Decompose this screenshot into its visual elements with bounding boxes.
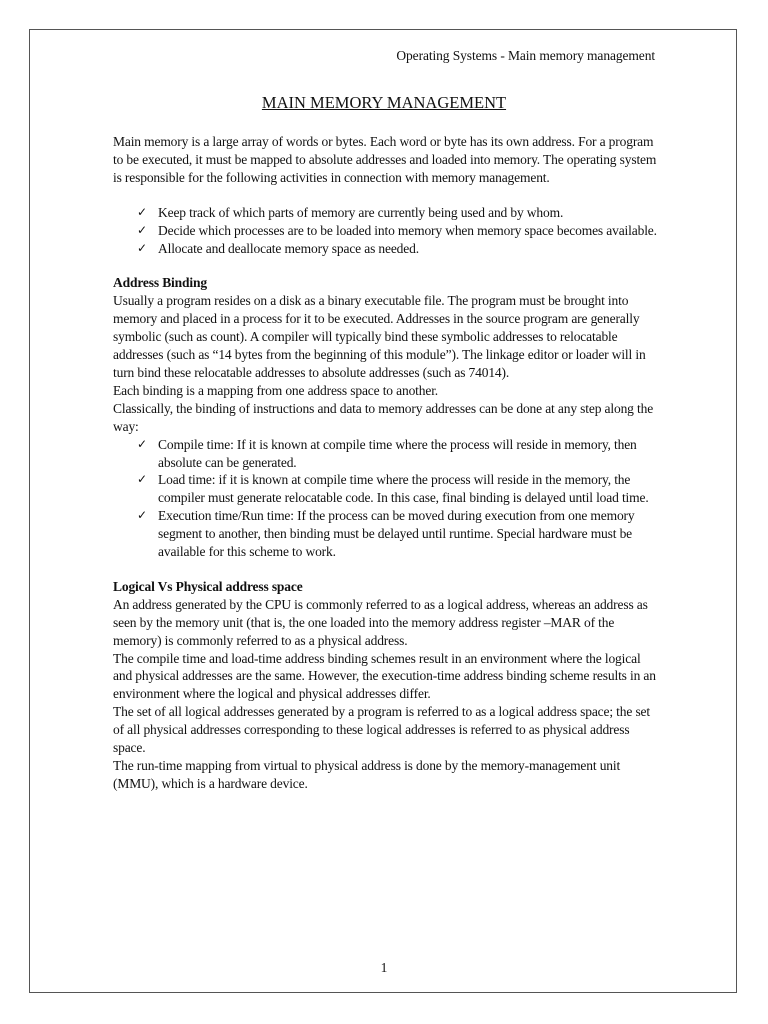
section-heading-logical-physical: Logical Vs Physical address space bbox=[113, 578, 303, 594]
address-binding-paragraph: Classically, the binding of instructions and data to memory addresses can be done at any step along the way: bbox=[113, 400, 654, 434]
section-heading-address-binding: Address Binding bbox=[113, 275, 207, 291]
list-item: ✓ Execution time/Run time: If the process can be moved during execution from one memory segment to another, then binding must be delayed until runtime. Special hardware must be available for this scheme to work. bbox=[137, 508, 635, 560]
binding-bullet-list bbox=[113, 436, 658, 561]
running-header: Operating Systems - Main memory management bbox=[396, 48, 655, 63]
document-body bbox=[113, 133, 658, 793]
check-mark-icon: ✓ bbox=[137, 204, 147, 219]
logical-physical-paragraph: The set of all logical addresses generated by a program is referred to as a logical address space; the set of all physical addresses corresponding to these logical addresses is referred to as physical address space. bbox=[113, 704, 651, 756]
check-mark-icon: ✓ bbox=[137, 222, 147, 237]
page-title: MAIN MEMORY MANAGEMENT bbox=[261, 93, 507, 112]
check-mark-icon: ✓ bbox=[137, 436, 147, 451]
list-item: ✓ Keep track of which parts of memory are currently being used and by whom. bbox=[137, 204, 564, 220]
page-number: 1 bbox=[380, 960, 388, 975]
list-item: ✓ Allocate and deallocate memory space as needed. bbox=[137, 240, 419, 256]
address-binding-paragraph: Each binding is a mapping from one address space to another. bbox=[113, 382, 439, 398]
intro-bullet-list bbox=[113, 204, 658, 258]
intro-paragraph: Main memory is a large array of words or bytes. Each word or byte has its own address. For a program to be executed, it must be mapped to absolute addresses and loaded into memory. The operating system is responsible for the following activities in connection with memory management. bbox=[113, 134, 657, 185]
list-item: ✓ Decide which processes are to be loaded into memory when memory space becomes available. bbox=[137, 222, 657, 238]
address-binding-paragraph: Usually a program resides on a disk as a binary executable file. The program must be brought into memory and placed in a process for it to be executed. Addresses in the source program are generally symbolic (such as count). A compiler will typically bind these symbolic addresses to relocatable addresses (such as “14 bytes from the beginning of this module”). The linkage editor or loader will in turn bind these relocatable addresses to absolute addresses (such as 74014). bbox=[113, 293, 646, 380]
logical-physical-paragraph: The compile time and load-time address binding schemes result in an environment where the logical and physical addresses are the same. However, the execution-time address binding scheme results in an environment where the logical and physical addresses differ. bbox=[113, 650, 656, 702]
logical-physical-paragraph: An address generated by the CPU is commonly referred to as a logical address, whereas an address as seen by the memory unit (that is, the one loaded into the memory address register –MAR of the memory) is commonly referred to as a physical address. bbox=[113, 596, 648, 648]
list-item: ✓ Compile time: If it is known at compile time where the process will reside in memory, then absolute can be generated. bbox=[137, 436, 637, 470]
logical-physical-paragraph: The run-time mapping from virtual to physical address is done by the memory-management unit (MMU), which is a hardware device. bbox=[113, 758, 621, 791]
check-mark-icon: ✓ bbox=[137, 508, 147, 523]
check-mark-icon: ✓ bbox=[137, 240, 147, 255]
check-mark-icon: ✓ bbox=[137, 472, 147, 487]
list-item: ✓ Load time: if it is known at compile time where the process will reside in the memory, the compiler must generate relocatable code. In this case, final binding is delayed until load time. bbox=[137, 472, 649, 506]
